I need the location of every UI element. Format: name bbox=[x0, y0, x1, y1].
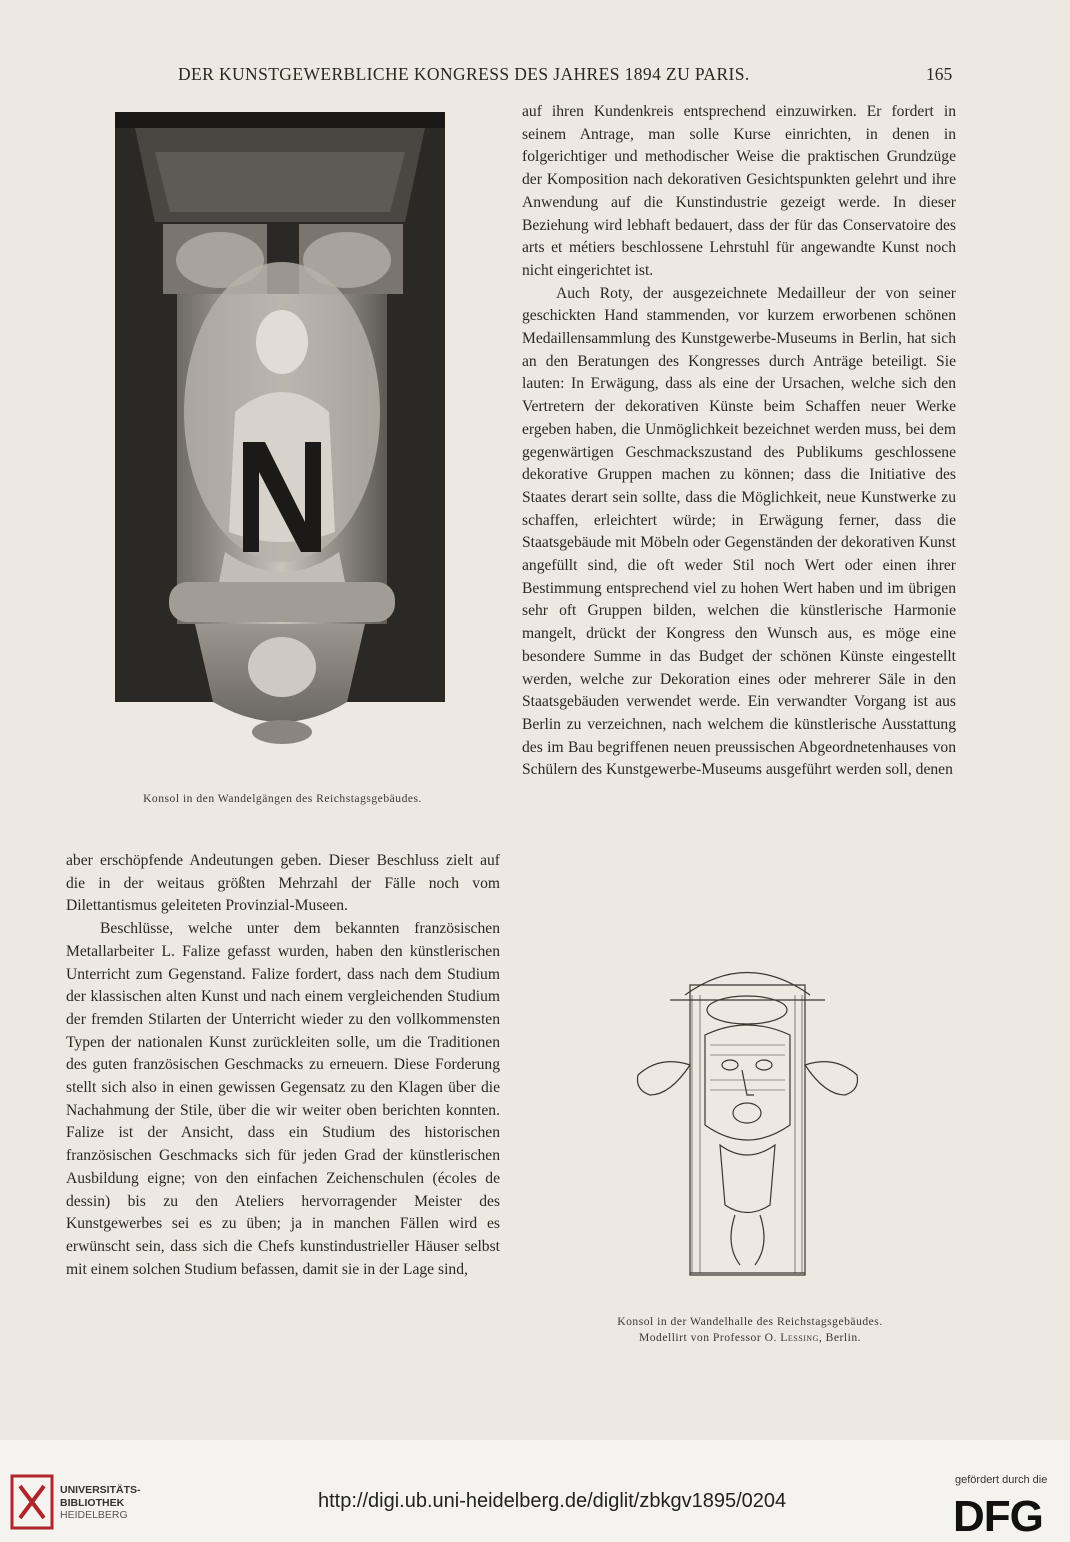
paragraph: aber erschöpfende Andeutungen geben. Dieser Beschluss zielt auf die in der weitaus größten Mehrzahl der Fälle noch vom Dilettantismus geleiteten Provinzial-Museen. bbox=[66, 852, 500, 915]
running-title: DER KUNSTGEWERBLICHE KONGRESS DES JAHRES 1894 ZU PARIS. bbox=[178, 64, 750, 84]
permalink-url[interactable]: http://digi.ub.uni-heidelberg.de/diglit/zbkgv1895/0204 bbox=[318, 1490, 787, 1512]
library-footer bbox=[0, 1440, 1070, 1542]
paragraph: Auch Roty, der ausgezeichnete Medailleur der von seiner geschickten Hand stammenden, vor kurzem erworbenen schönen Medaillensammlung des Kunstgewerbe-Museums in Berlin, hat sich an den Beratungen des Kongresses durch Anträge beteiligt. Sie lauten: In Erwägung, dass als eine der Ursachen, welche sich den Vertretern der dekorativen Künste beim Schaffen neuer Werke ergeben haben, die Unmöglichkeit bezeichnet werden muss, bei dem gegenwärtigen Geschmackszustand des Publikums geschlossene dekorative Gruppen machen zu können; dass die Initiative des Staates derart sein sollte, dass die Möglichkeit, neue Kunstwerke zu schaffen, erleichtert würde; in Erwägung ferner, dass die Staatsgebäude mit Möbeln oder Gegenständen der dekorativen Kunst angefüllt sind, die oft weder Stil noch Wert oder einen ihrer Bestimmung entsprechend viel zu hohen Wert haben und im übrigen sehr oft Gruppen bilden, welchen die künstlerische Harmonie mangelt, drückt der Kongress den Wunsch aus, es möge eine besondere Summe in das Budget der schönen Künste eingestellt werden, welche zur Dekoration eines oder mehrerer Säle in den Staatsgebäuden verwendet werde. Ein verwandter Vorgang ist aus Berlin zu verzeichnen, nach welchem die künstlerische Ausstattung des im Bau begriffenen neuen preussischen Abgeordnetenhauses von Schülern des Kunstgewerbe-Museums ausgeführt werden soll, denen bbox=[522, 284, 956, 779]
right-column-top bbox=[522, 101, 956, 782]
dfg-logo[interactable]: DFG bbox=[953, 1492, 1043, 1541]
mask-console-drawing-image bbox=[630, 955, 865, 1285]
library-name[interactable]: UNIVERSITÄTS- BIBLIOTHEK HEIDELBERG bbox=[60, 1484, 141, 1521]
figure2-caption-line1: Konsol in der Wandelhalle des Reichstagsgebäudes. bbox=[617, 1315, 883, 1328]
figure1-caption: Konsol in den Wandelgängen des Reichstagsgebäudes. bbox=[143, 792, 422, 805]
page-number: 165 bbox=[926, 64, 953, 84]
paragraph: auf ihren Kundenkreis entsprechend einzuwirken. Er fordert in seinem Antrage, man solle Kurse einrichten, in denen in folgerichtiger und methodischer Weise die praktischen Grundzüge der Komposition nach dekorativen Gesichtspunkten gelehrt und ihre Anwendung auf die Kunstindustrie gezeigt werde. In dieser Beziehung wird lebhaft bedauert, dass der für das Conservatoire des arts et métiers beschlossene Lehrstuhl für angewandte Kunst noch nicht eingerichtet ist. bbox=[522, 103, 956, 279]
left-column-bottom bbox=[66, 850, 500, 1281]
university-library-logo-icon[interactable] bbox=[10, 1474, 54, 1530]
funder-note: gefördert durch die bbox=[955, 1474, 1048, 1486]
paragraph: Beschlüsse, welche unter dem bekannten französischen Metallarbeiter L. Falize gefasst wurden, haben den künstlerischen Unterricht zum Gegenstand. Falize fordert, dass nach dem Studium der klassischen alten Kunst und nach einem vergleichenden Studium der fremden Stilarten der Unterricht wieder zu den vollkommensten Typen der nationalen Kunst zurückleiten solle, um die Traditionen des guten französischen Geschmacks zu erneuern. Diese Forderung stellt sich also in einen gewissen Gegensatz zu den Klagen über die Nachahmung der Stile, über die wir weiter oben berichten konnten. Falize ist der Ansicht, dass ein Studium des historischen französischen Geschmacks sich für jeden Grad der künstlerischen Ausbildung eigne; von den einfachen Zeichenschulen (écoles de dessin) bis zu den Ateliers hervorragender Meister des Kunstgewerbes sei es zu üben; ja in manchen Fällen wird es erwünscht sein, dass sich die Chefs kunstindustrieller Häuser selbst mit einem solchen Studium befassen, damit sie in der Lage sind, bbox=[66, 920, 500, 1278]
console-photograph bbox=[115, 112, 445, 762]
figure2-caption-line2: Modellirt von Professor O. Lessing, Berlin. bbox=[638, 1331, 862, 1344]
mask-console-drawing bbox=[630, 955, 865, 1285]
sculptor-name: Lessing bbox=[780, 1331, 819, 1344]
console-photograph-image bbox=[115, 112, 445, 762]
figure2-caption bbox=[560, 1314, 940, 1346]
